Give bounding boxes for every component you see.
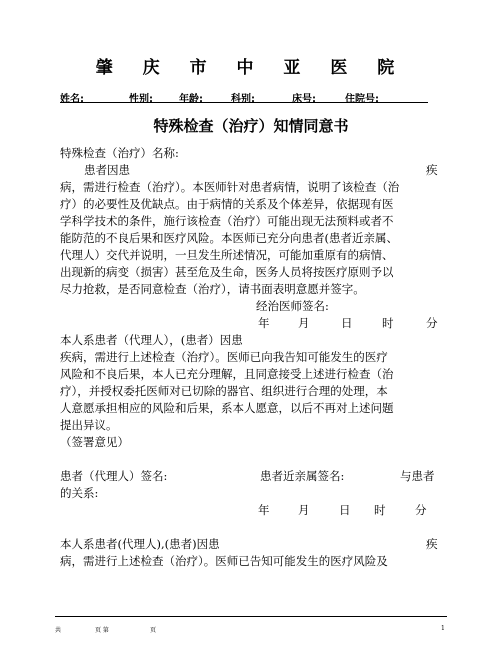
page-footer <box>55 616 447 634</box>
date-hour: 时 <box>382 316 394 330</box>
field-department: 科别: <box>231 94 255 105</box>
footer-pages: 页 第 <box>95 627 109 634</box>
footer-page-suffix: 页 <box>150 627 157 634</box>
exam-name-line: 特殊检查（治疗）名称: <box>60 146 179 160</box>
body-line: 疗）的必要性及优缺点。由于病情的关系及个体差异，依据现有医 <box>60 197 394 211</box>
consent-line: 疗），并授权委托医师对已切除的器官、组织进行合理的处理，本 <box>60 384 388 398</box>
date-day: 日 <box>341 316 353 330</box>
signature-opinion-label: （签署意见） <box>60 435 129 449</box>
document-title: 特殊检查（治疗）知情同意书 <box>153 117 349 135</box>
field-age: 年龄: <box>179 94 203 105</box>
consent-line: 本人系患者（代理人），(患者）因患 <box>60 333 243 347</box>
date-month: 月 <box>298 503 310 517</box>
body-text: 疾 <box>426 537 438 551</box>
field-name: 姓名: <box>60 94 84 105</box>
field-admission-number: 住院号: <box>345 94 379 105</box>
body-line: 尽力抢救，是否同意检查（治疗），请书面表明意愿并签字。 <box>60 282 365 296</box>
consent-line: 提出异议。 <box>60 418 118 432</box>
body-line: 出现新的病变（损害）甚至危及生命，医务人员将按医疗原则予以 <box>60 265 394 279</box>
date-month: 月 <box>298 316 310 330</box>
relationship-label-cont: 的关系: <box>60 486 99 500</box>
consent-line: 疾病，需进行上述检查（治疗）。医师已向我告知可能发生的医疗 <box>60 350 388 364</box>
date-minute: 分 <box>426 316 438 330</box>
relationship-label: 与患者 <box>400 469 435 483</box>
date-year: 年 <box>258 503 270 517</box>
body-line: 能防范的不良后果和医疗风险。本医师已充分向患者(患者近亲属、 <box>60 231 398 245</box>
date-minute: 分 <box>415 503 427 517</box>
date-year: 年 <box>258 316 270 330</box>
field-sex: 性别: <box>129 94 153 105</box>
body-line: 代理人）交代并说明，一旦发生所述情况，可能加重原有的病情、 <box>60 248 394 262</box>
body-line: 病，需进行上述检查（治疗）。医师已告知可能发生的医疗风险及 <box>60 554 388 568</box>
body-text: 本人系患者(代理人),(患者)因患 <box>60 537 220 551</box>
date-hour: 时 <box>374 503 386 517</box>
body-line: 学科学技术的条件，施行该检查（治疗）可能出现无法预料或者不 <box>60 214 394 228</box>
consent-line: 人意愿承担相应的风险和后果，系本人愿意，以后不再对上述问题 <box>60 401 394 415</box>
field-bed: 床号: <box>292 94 316 105</box>
body-text: 疾 <box>426 163 438 177</box>
patient-info-row <box>60 90 428 103</box>
page-number: 1 <box>441 625 445 632</box>
patient-signature-label: 患者（代理人）签名: <box>60 469 168 483</box>
hospital-name: 肇 庆 市 中 亚 医 院 <box>95 58 407 78</box>
body-line: 病，需进行检查（治疗）。本医师针对患者病情，说明了该检查（治 <box>60 180 400 194</box>
doctor-signature-label: 经治医师签名: <box>256 299 329 313</box>
relative-signature-label: 患者近亲属签名: <box>260 469 345 483</box>
date-day: 日 <box>339 503 351 517</box>
consent-line: 风险和不良后果，本人已充分理解，且同意接受上述进行检查（治 <box>60 367 394 381</box>
body-text: 患者因患 <box>84 163 130 177</box>
footer-total: 共 <box>55 627 62 634</box>
